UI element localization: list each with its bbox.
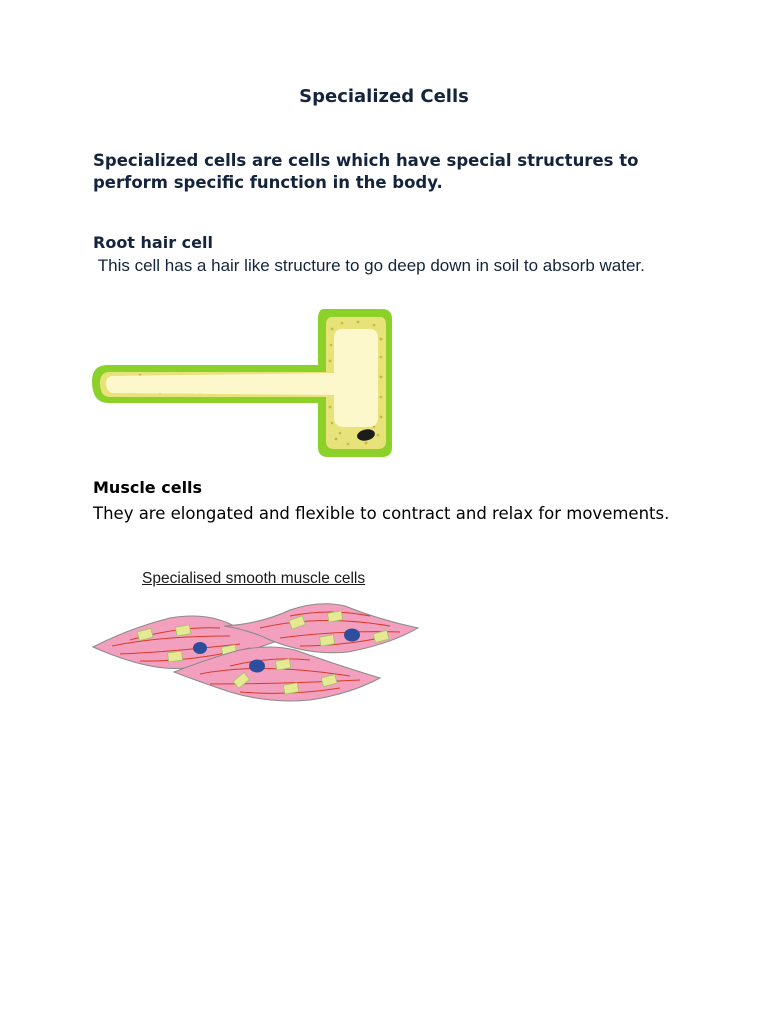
muscle-figure-caption: Specialised smooth muscle cells	[142, 570, 366, 587]
root-hair-vacuole	[106, 329, 378, 427]
intro-paragraph: Specialized cells are cells which have special structures to perform specific function in the body.	[93, 151, 639, 192]
page-title: Specialized Cells	[299, 86, 469, 107]
muscle-cells-heading: Muscle cells	[93, 478, 203, 497]
root-hair-heading: Root hair cell	[93, 233, 213, 252]
root-hair-cell-figure	[90, 305, 396, 461]
muscle-cells-description: They are elongated and flexible to contract and relax for movements.	[93, 504, 670, 523]
root-hair-description: This cell has a hair like structure to go deep down in soil to absorb water.	[93, 256, 645, 275]
